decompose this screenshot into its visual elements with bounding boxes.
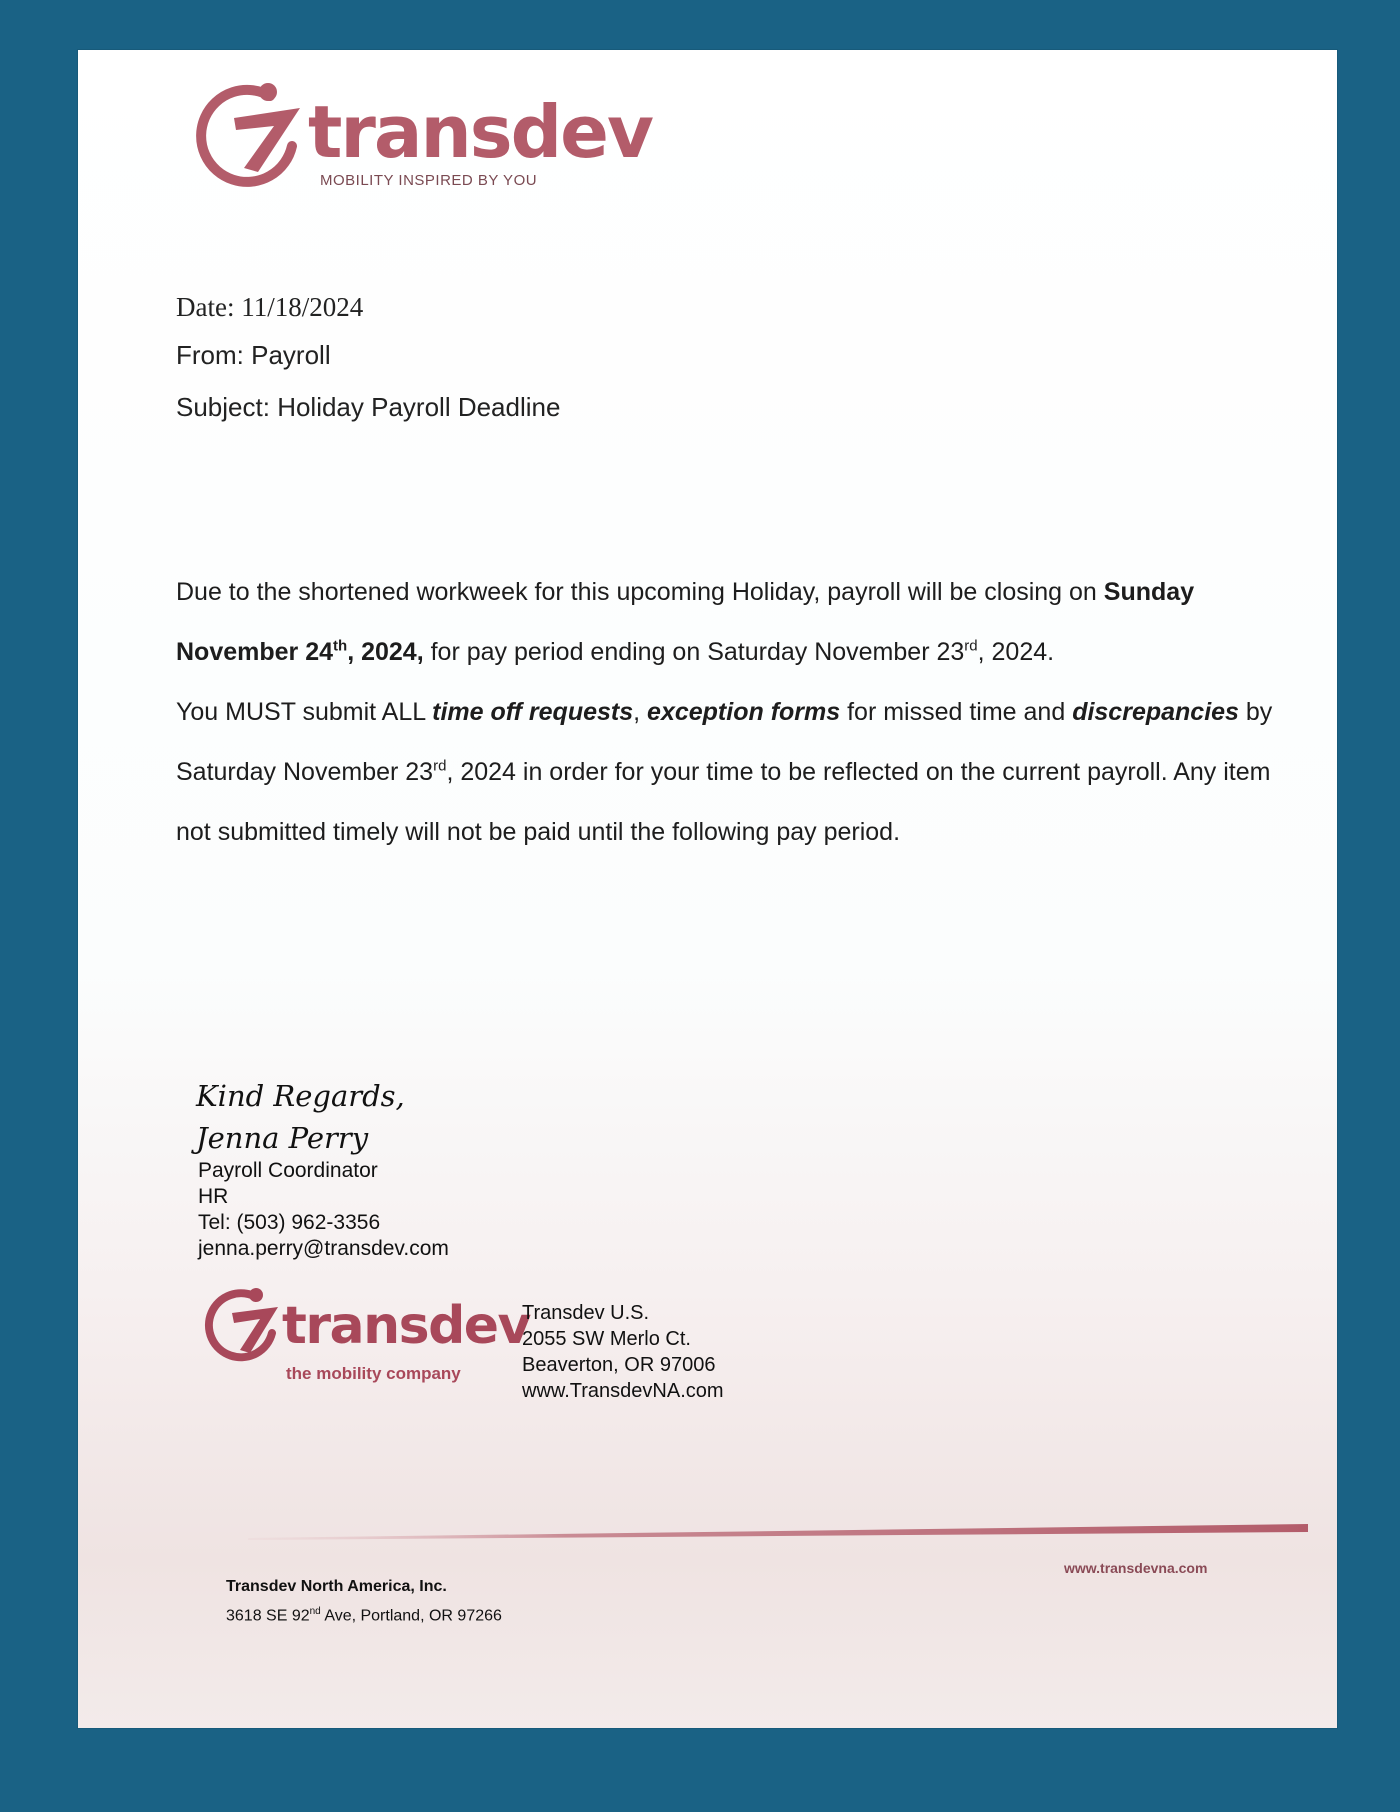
signature-phone: Tel: (503) 962-3356	[198, 1211, 381, 1234]
header-tagline: MOBILITY INSPIRED BY YOU	[320, 172, 538, 189]
office-line-3: Beaverton, OR 97006	[522, 1354, 716, 1376]
office-website: www.TransdevNA.com	[522, 1380, 724, 1402]
signature-name: Jenna Perry	[196, 1121, 369, 1155]
signature-email: jenna.perry@transdev.com	[198, 1237, 449, 1260]
closing-text: Kind Regards,	[196, 1079, 405, 1113]
signature-title: Payroll Coordinator	[198, 1159, 378, 1182]
footer-company-name: Transdev North America, Inc.	[226, 1578, 447, 1595]
footer-website: www.transdevna.com	[1064, 1560, 1208, 1576]
office-address	[522, 1300, 724, 1404]
signature-details	[198, 1158, 449, 1262]
body-paragraph-2: You MUST submit ALL time off requests, exception forms for missed time and discrepancies by Saturday November 23rd, 2024 in order for your time to be reflected on the current payroll. Any item not submitted timely will not be paid until the following pay period.	[176, 698, 1273, 846]
memo-subject: Subject: Holiday Payroll Deadline	[176, 392, 561, 422]
office-line-1: Transdev U.S.	[522, 1302, 650, 1324]
footer-divider	[248, 1520, 1308, 1540]
signature-closing	[196, 1075, 405, 1159]
memo-date: Date: 11/18/2024	[176, 292, 364, 322]
memo-body	[176, 562, 1286, 862]
footer-tagline: the mobility company	[286, 1364, 461, 1383]
letter-page	[78, 50, 1337, 1728]
footer-brand-wordmark: transdev	[282, 1296, 530, 1356]
signature-department: HR	[198, 1185, 229, 1208]
body-paragraph-1: Due to the shortened workweek for this upcoming Holiday, payroll will be closing on Sunday November 24th, 2024, for pay period ending on Saturday November 23rd, 2024.	[176, 578, 1195, 666]
header-brand-wordmark: transdev	[308, 90, 652, 174]
office-line-2: 2055 SW Merlo Ct.	[522, 1328, 691, 1350]
memo-from: From: Payroll	[176, 340, 331, 370]
footer-company-address: 3618 SE 92nd Ave, Portland, OR 97266	[226, 1606, 502, 1625]
